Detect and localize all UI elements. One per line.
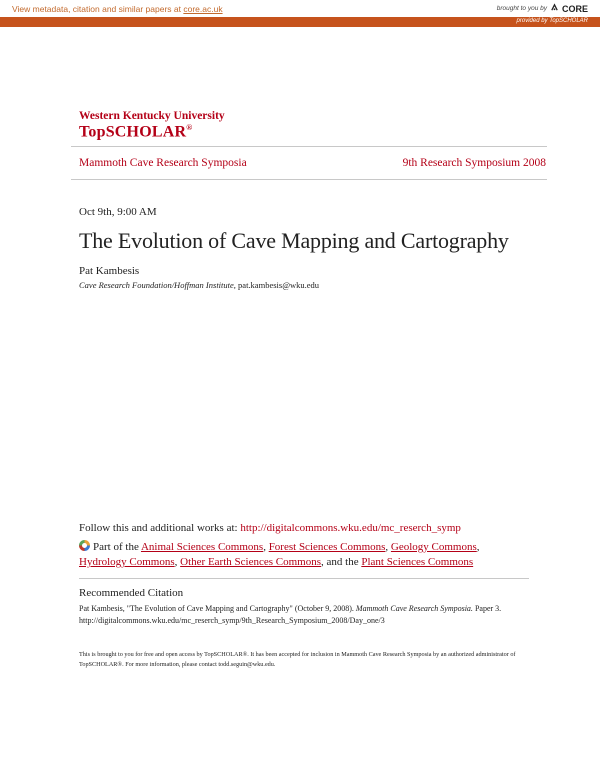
divider-citation [79,578,529,579]
repository-header [79,110,225,141]
collection-url-link[interactable]: http://digitalcommons.wku.edu/mc_reserch_symp [240,522,461,534]
commons-link-plant[interactable]: Plant Sciences Commons [361,556,474,568]
follow-line [79,522,461,534]
separator: , [385,541,391,553]
separator: , [263,541,269,553]
author-affiliation [79,280,319,290]
divider-bottom [71,179,547,180]
core-link[interactable]: core.ac.uk [183,4,223,14]
part-of-prefix: Part of the [93,541,141,553]
core-provided-strip [0,17,600,27]
university-name: Western Kentucky University [79,110,225,122]
repository-title: TopSCHOLAR [79,123,187,141]
brought-by-text: brought to you by [496,5,547,12]
access-notice: This is brought to you for free and open access by TopSCHOLAR®. It has been accepted for inclusion in Mammoth Cave Research Symposia by an authorized administrator of TopSCHOLAR®. For more information, please contact todd.seguin@wku.edu. [79,651,516,668]
separator-and: , and the [321,556,362,568]
citation-url: http://digitalcommons.wku.edu/mc_reserch_symp/9th_Research_Symposium_2008/Day_one/3 [79,615,385,625]
separator: , [174,556,181,568]
paper-title: The Evolution of Cave Mapping and Cartography [79,228,509,253]
commons-link-forest[interactable]: Forest Sciences Commons [268,541,386,553]
core-brand[interactable] [497,3,588,14]
core-metadata-text [12,4,223,14]
repository-name [79,123,225,141]
affiliation-name: Cave Research Foundation/Hoffman Institute [79,280,234,290]
core-logo-text: CORE [561,3,588,14]
event-link[interactable]: 9th Research Symposium 2008 [402,157,546,169]
citation-end: Paper 3. [472,604,502,613]
commons-link-animal[interactable]: Animal Sciences Commons [140,541,264,553]
commons-link-hydrology[interactable]: Hydrology Commons [79,556,175,568]
registered-mark: ® [186,123,193,132]
author-email: , pat.kambesis@wku.edu [233,280,320,290]
commons-link-other-earth[interactable]: Other Earth Sciences Commons [180,556,321,568]
core-banner [0,0,600,27]
citation-text [79,603,519,626]
core-view-text: View metadata, citation and similar papers at [12,4,184,14]
citation-series: Mammoth Cave Research Symposia. [355,604,473,613]
part-of-commons [79,540,499,570]
commons-link-geology[interactable]: Geology Commons [390,541,477,553]
recommended-citation-heading: Recommended Citation [79,587,184,599]
presentation-date: Oct 9th, 9:00 AM [79,206,157,218]
core-logo-icon [550,3,559,14]
series-link[interactable]: Mammoth Cave Research Symposia [79,157,247,169]
divider-top [71,146,547,147]
author-name: Pat Kambesis [79,265,140,277]
separator: , [476,541,480,553]
follow-label: Follow this and additional works at: [79,522,241,534]
network-pie-icon [79,540,90,551]
citation-start: Pat Kambesis, "The Evolution of Cave Mapping and Cartography" (October 9, 2008). [79,604,356,613]
provided-by-text: provided by TopSCHOLAR [516,18,588,24]
